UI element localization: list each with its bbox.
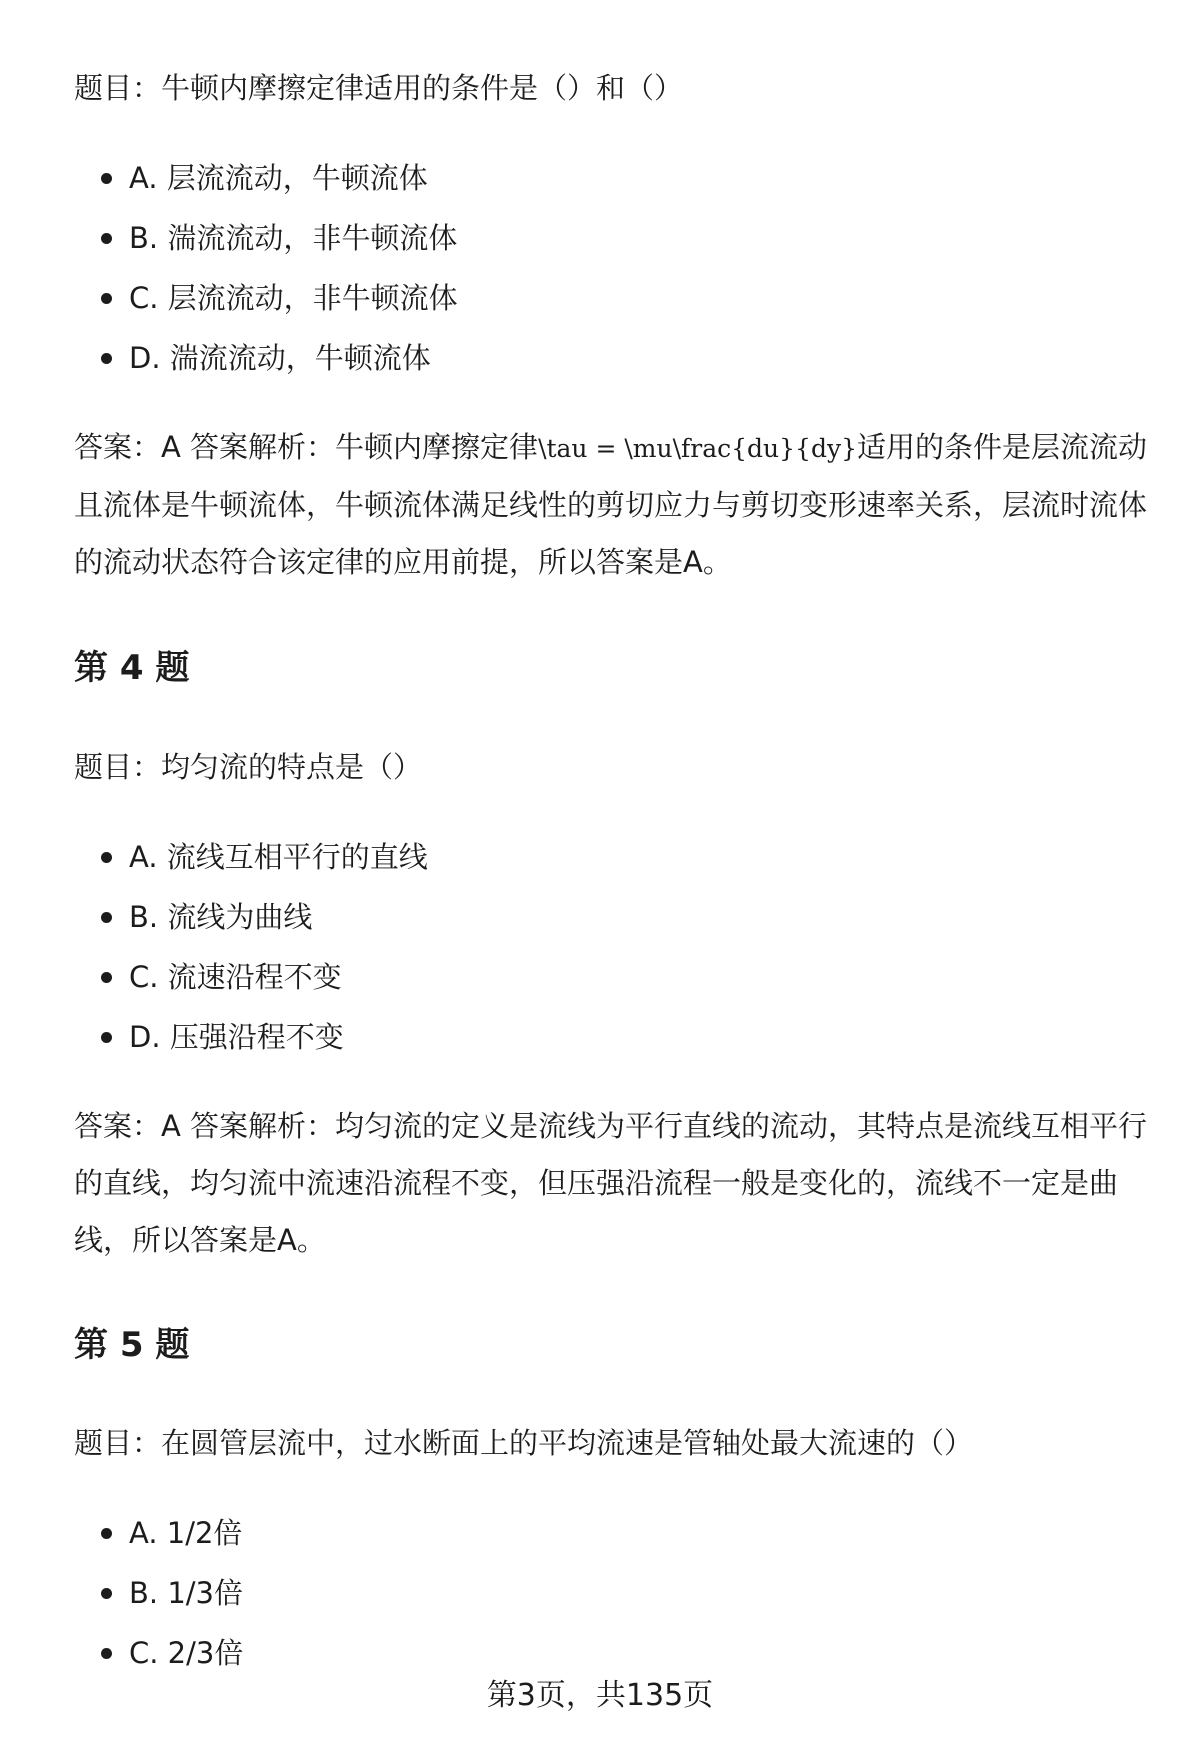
bullet-icon — [101, 233, 112, 244]
question-5-option-c: C. 2/3倍 — [74, 1633, 243, 1693]
question-5-text: 题目：在圆管层流中，过水断面上的平均流速是管轴处最大流速的（） — [74, 1426, 974, 1460]
bullet-icon — [101, 293, 112, 304]
page-footer: 第3页，共135页 — [486, 1678, 714, 1713]
question-3-answer: 答案：A 答案解析：牛顿内摩擦定律\tau = \mu\frac{du}{dy}适用的条件是层流流动且流体是牛顿流体，牛顿流体满足线性的剪切应力与剪切变形速率关系，层流时流体的流动状态符合该定律的应用前提，所以答案是A。 — [74, 430, 1148, 579]
question-3-option-b: B. 湍流流动，非牛顿流体 — [74, 218, 458, 278]
question-4-options — [74, 837, 428, 1077]
bullet-icon — [101, 173, 112, 184]
question-4-option-d: D. 压强沿程不变 — [74, 1017, 428, 1077]
bullet-icon — [101, 1528, 112, 1539]
bullet-icon — [101, 1032, 112, 1043]
bullet-icon — [101, 353, 112, 364]
bullet-icon — [101, 1648, 112, 1659]
question-3-option-d: D. 湍流流动，牛顿流体 — [74, 338, 458, 398]
question-5-option-b: B. 1/3倍 — [74, 1573, 243, 1633]
question-4-heading: 第 4 题 — [74, 648, 190, 688]
question-5-option-a: A. 1/2倍 — [74, 1513, 243, 1573]
question-5-heading: 第 5 题 — [74, 1325, 190, 1365]
question-3-options — [74, 158, 458, 398]
question-5-options — [74, 1513, 243, 1693]
question-4-option-b: B. 流线为曲线 — [74, 897, 428, 957]
question-3-text: 题目：牛顿内摩擦定律适用的条件是（）和（） — [74, 71, 684, 105]
question-4-text: 题目：均匀流的特点是（） — [74, 750, 423, 784]
bullet-icon — [101, 1588, 112, 1599]
formula: \tau = \mu\frac{du}{dy} — [538, 434, 857, 463]
question-4-option-c: C. 流速沿程不变 — [74, 957, 428, 1017]
bullet-icon — [101, 912, 112, 923]
question-4-answer: 答案：A 答案解析：均匀流的定义是流线为平行直线的流动，其特点是流线互相平行的直线，均匀流中流速沿流程不变，但压强沿流程一般是变化的，流线不一定是曲线，所以答案是A。 — [74, 1109, 1148, 1257]
question-3-option-c: C. 层流流动，非牛顿流体 — [74, 278, 458, 338]
question-4-option-a: A. 流线互相平行的直线 — [74, 837, 428, 897]
bullet-icon — [101, 972, 112, 983]
question-3-option-a: A. 层流流动，牛顿流体 — [74, 158, 458, 218]
bullet-icon — [101, 852, 112, 863]
